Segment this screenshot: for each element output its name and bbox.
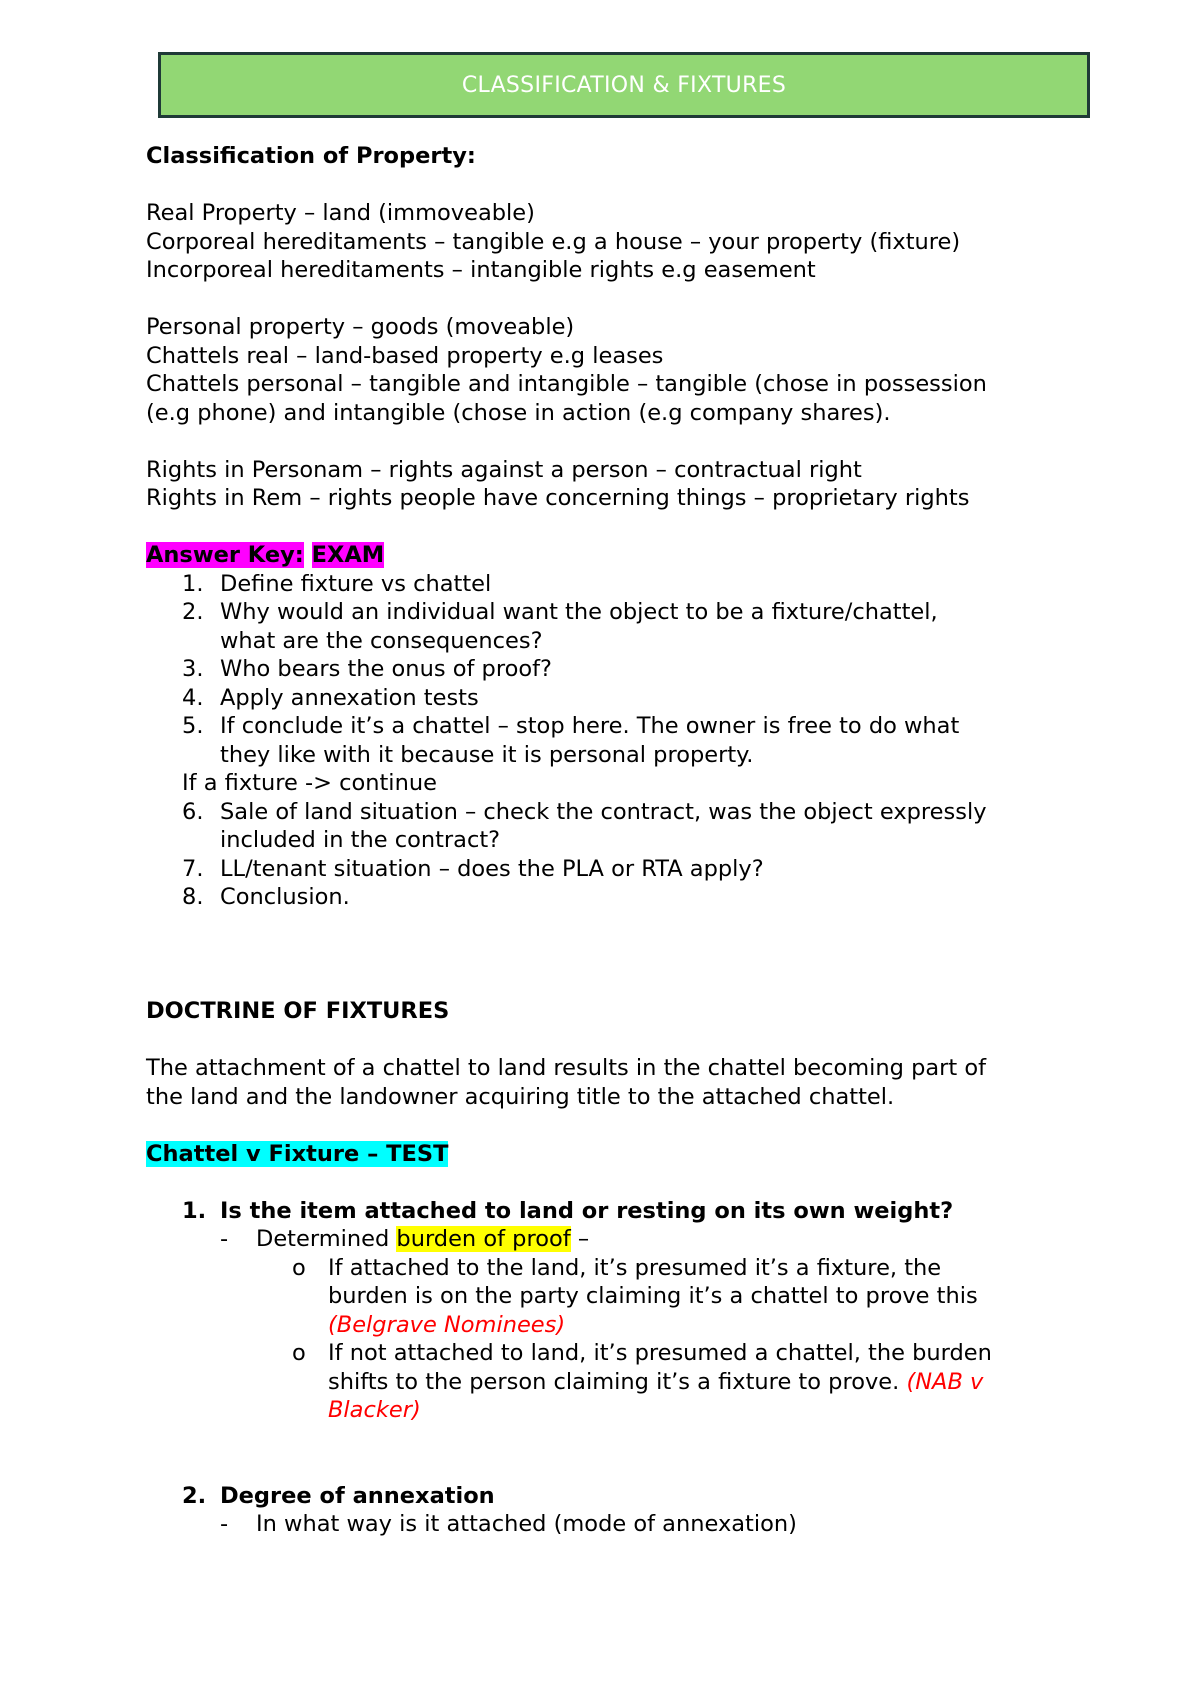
list-item: 1. Define fixture vs chattel bbox=[182, 570, 492, 597]
doctrine-heading: DOCTRINE OF FIXTURES bbox=[146, 998, 450, 1024]
answer-key-exam: EXAM bbox=[311, 542, 385, 568]
case-citation: (NAB v bbox=[906, 1368, 984, 1395]
answer-key-heading bbox=[146, 541, 1066, 570]
text-line: Real Property – land (immoveable) bbox=[146, 200, 535, 226]
document-body bbox=[146, 142, 1066, 1539]
continue-line: If a fixture -> continue bbox=[182, 770, 437, 796]
bullet-item: o If not attached to land, it’s presumed a chattel, the burden shifts to the person claiming it’s a fixture to prove. (NAB v Blacker) bbox=[146, 1339, 1066, 1425]
test-question-1: 1. Is the item attached to land or resting on its own weight? bbox=[182, 1197, 954, 1224]
text-line: Rights in Rem – rights people have concerning things – proprietary rights bbox=[146, 485, 970, 511]
dash-item: - Determined burden of proof – bbox=[220, 1226, 590, 1252]
answer-key-list-continued bbox=[146, 798, 1066, 912]
text-line: The attachment of a chattel to land results in the chattel becoming part of bbox=[146, 1055, 987, 1081]
text-line: (e.g phone) and intangible (chose in action (e.g company shares). bbox=[146, 399, 891, 426]
case-citation: (Belgrave Nominees) bbox=[328, 1311, 566, 1338]
text-line: Rights in Personam – rights against a person – contractual right bbox=[146, 456, 862, 483]
document-title: CLASSIFICATION & FIXTURES bbox=[461, 72, 787, 98]
text-line: Corporeal hereditaments – tangible e.g a house – your property (fixture) bbox=[146, 228, 961, 255]
text-line: Incorporeal hereditaments – intangible rights e.g easement bbox=[146, 257, 816, 283]
bullet-item: o If attached to the land, it’s presumed it’s a fixture, the burden is on the party claiming it’s a chattel to prove this (Belgrave Nominees) bbox=[146, 1254, 1066, 1340]
case-citation: Blacker) bbox=[328, 1397, 421, 1423]
list-item: 8. Conclusion. bbox=[182, 884, 350, 910]
list-item: 4. Apply annexation tests bbox=[182, 684, 479, 711]
text-line: Chattels personal – tangible and intangible – tangible (chose in possession bbox=[146, 371, 987, 397]
text-line: Chattels real – land-based property e.g leases bbox=[146, 342, 664, 369]
classification-heading: Classification of Property: bbox=[146, 143, 476, 169]
list-item: 7. LL/tenant situation – does the PLA or RTA apply? bbox=[182, 855, 764, 882]
list-item: 5. If conclude it’s a chattel – stop here. The owner is free to do what they like with it because it is personal property. bbox=[182, 713, 960, 768]
burden-highlight: burden of proof bbox=[396, 1226, 571, 1252]
list-item: 2. Why would an individual want the object to be a fixture/chattel, what are the consequences? bbox=[182, 599, 938, 654]
dash-item: - In what way is it attached (mode of annexation) bbox=[220, 1511, 797, 1537]
answer-key-list bbox=[146, 570, 1066, 770]
text-line: Personal property – goods (moveable) bbox=[146, 314, 575, 340]
text-line: the land and the landowner acquiring title to the attached chattel. bbox=[146, 1083, 895, 1110]
list-item: 6. Sale of land situation – check the contract, was the object expressly included in the contract? bbox=[182, 798, 987, 853]
list-item: 3. Who bears the onus of proof? bbox=[182, 656, 552, 682]
test-heading: Chattel v Fixture – TEST bbox=[146, 1140, 449, 1167]
test-question-2: 2. Degree of annexation bbox=[182, 1482, 495, 1509]
answer-key-label: Answer Key: bbox=[146, 542, 304, 568]
title-banner bbox=[158, 52, 1090, 118]
